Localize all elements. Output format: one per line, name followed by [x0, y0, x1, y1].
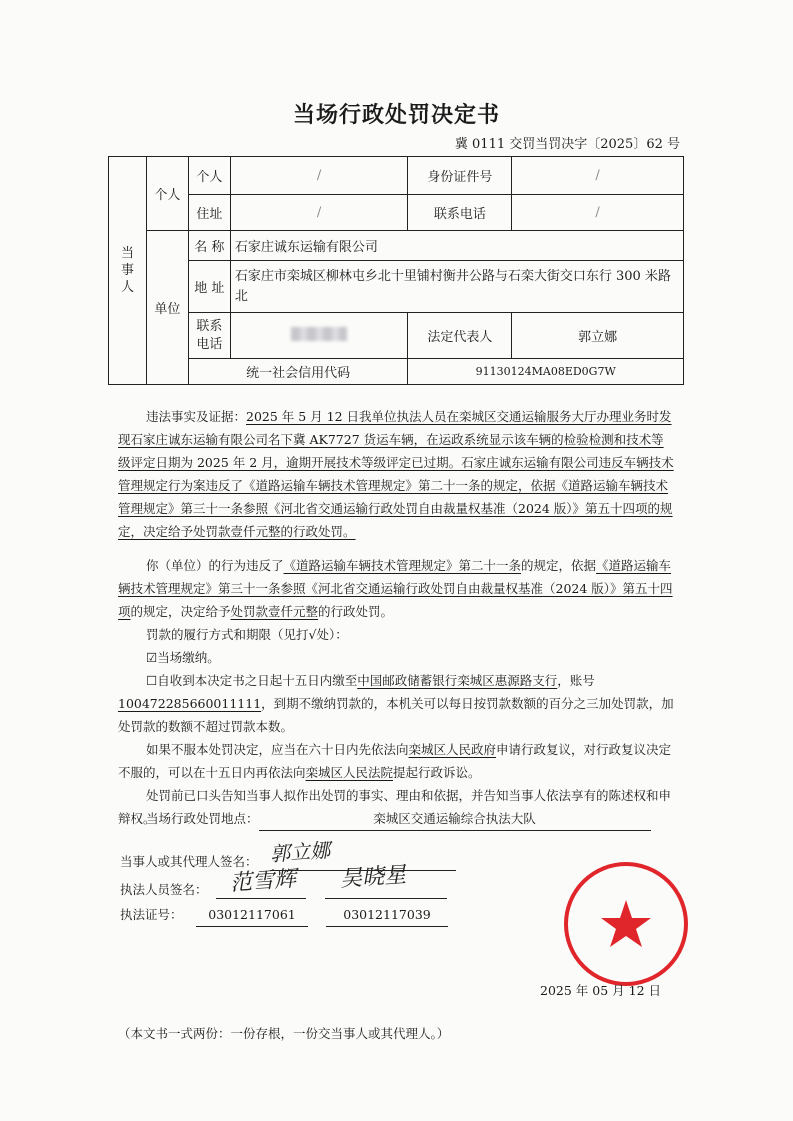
- unit-name-value: 石家庄诚东运输有限公司: [230, 231, 683, 261]
- officer1-signature-line: [216, 898, 306, 899]
- officer1-cert-number: 03012117061: [196, 903, 308, 927]
- payment-option-onsite: ☑当场缴纳。: [146, 650, 220, 665]
- bank-name: 中国邮政储蓄银行栾城区惠源路支行: [357, 673, 558, 688]
- individual-phone-value: /: [512, 195, 684, 231]
- unit-phone-label: 联系电话: [188, 313, 230, 359]
- document-number: 冀 0111 交罚当罚决字〔2025〕62 号: [454, 137, 680, 152]
- individual-name-value: /: [230, 157, 408, 195]
- review-authority: 栾城区人民政府: [408, 742, 497, 757]
- legal-rep-value: 郭立娜: [512, 313, 684, 359]
- individual-label: 个人: [146, 157, 188, 231]
- penalty-place: 当场行政处罚地点： 栾城区交通运输综合执法大队: [146, 807, 651, 831]
- legal-rep-label: 法定代表人: [408, 313, 512, 359]
- unit-label: 单位: [146, 231, 188, 385]
- footer-note: （本文书一式两份：一份存根，一份交当事人或其代理人。）: [118, 1026, 450, 1041]
- penalty-place-value: 栾城区交通运输综合执法大队: [259, 807, 651, 831]
- penalty-amount: 处罚款壹仟元整: [230, 604, 319, 619]
- appeal-paragraph: 如果不服本处罚决定，应当在六十日内先依法向栾城区人民政府申请行政复议，对行政复议决定不服的，可以在十五日内再依法向栾城区人民法院提起行政诉讼。: [118, 742, 672, 780]
- facts-text: 2025 年 5 月 12 日我单位执法人员在栾城区交通运输服务大厅办理业务时发现石家庄诚东运输有限公司名下冀 AK7727 货运车辆，在运政系统显示该车辆的检验检测和技术等级评定日期为 2025 年 2 月，逾期开展技术等级评定已过期。石家庄诚东运输有限公司违反车辆技术管理规定行为案违反了《道路运输车辆技术管理规定》第二十一条的规定，依据《道路运输车辆技术管理规定》第三十一条参照《河北省交通运输行政处罚自由裁量权基准（2024 版）》第五十四项的规定，决定给予处罚款壹仟元整的行政处罚。: [118, 409, 674, 539]
- party-signature: 郭立娜: [269, 837, 331, 867]
- redacted-phone: [291, 327, 347, 341]
- id-number-label: 身份证件号: [408, 157, 512, 195]
- individual-name-label: 个人: [188, 157, 230, 195]
- unit-address-label: 地 址: [188, 261, 230, 313]
- facts-paragraph: 违法事实及证据：2025 年 5 月 12 日我单位执法人员在栾城区交通运输服务大厅办理业务时发现石家庄诚东运输有限公司名下冀 AK7727 货运车辆，在运政系统显示该车辆的检验检测和技术等级评定日期为 2025 年 2 月，逾期开展技术等级评定已过期。石家庄诚东运输有限公司违反车辆技术管理规定行为案违反了《道路运输车辆技术管理规定》第二十一条的规定，依据《道路运输车辆技术管理规定》第三十一条参照《河北省交通运输行政处罚自由裁量权基准（2024 版）》第五十四项的规定，决定给予处罚款壹仟元整的行政处罚。: [118, 409, 674, 539]
- violated-regulation: 《道路运输车辆技术管理规定》第二十一条: [283, 558, 522, 573]
- court-name: 栾城区人民法院: [305, 765, 394, 780]
- document-date: 2025 年 05 月 12 日: [540, 983, 661, 998]
- party-signature-label: 当事人或其代理人签名：: [120, 854, 258, 869]
- official-seal: [562, 860, 690, 988]
- document-title: 当场行政处罚决定书: [292, 103, 500, 128]
- payment-option-bank: ☐自收到本决定书之日起十五日内缴至中国邮政储蓄银行栾城区惠源路支行，账号100472285660011111，到期不缴纳罚款的，本机关可以每日按罚款数额的百分之三加处罚款，加处罚款的数额不超过罚款本数。: [118, 673, 674, 734]
- seal-icon: [562, 860, 690, 988]
- decision-paragraph: 你（单位）的行为违反了《道路运输车辆技术管理规定》第二十一条的规定，依据《道路运输车辆技术管理规定》第三十一条参照《河北省交通运输行政处罚自由裁量权基准（2024 版）》第五十四项的规定，决定给予处罚款壹仟元整的行政处罚。: [118, 558, 673, 619]
- unit-address-value: 石家庄市栾城区柳林屯乡北十里铺村衡井公路与石栾大街交口东行 300 米路北: [230, 261, 683, 313]
- officer-signature-label: 执法人员签名：: [120, 882, 208, 897]
- cert-number-label: 执法证号：: [120, 907, 183, 922]
- individual-address-value: /: [230, 195, 408, 231]
- officer2-signature: 吴晓星: [339, 862, 407, 893]
- officer2-signature-line: [325, 898, 447, 899]
- officer2-cert-number: 03012117039: [326, 903, 448, 927]
- individual-address-label: 住址: [188, 195, 230, 231]
- unit-phone-value: [230, 313, 408, 359]
- officer1-signature: 范雪辉: [229, 866, 297, 897]
- legal-basis: 《道路运输车辆技术管理规定》第三十一条参照《河北省交通运输行政处罚自由裁量权基准（2024 版）》第五十四项: [118, 558, 673, 619]
- party-info-table: [108, 156, 684, 385]
- individual-phone-label: 联系电话: [408, 195, 512, 231]
- id-number-value: /: [512, 157, 684, 195]
- account-number: 100472285660011111: [118, 696, 262, 711]
- unit-name-label: 名 称: [188, 231, 230, 261]
- payment-label: 罚款的履行方式和期限（见打√处）：: [146, 627, 348, 642]
- credit-code-value: 91130124MA08ED0G7W: [408, 359, 684, 385]
- notice-paragraph: 处罚前已口头告知当事人拟作出处罚的事实、理由和依据，并告知当事人依法享有的陈述权和申辩权。: [118, 788, 672, 826]
- credit-code-label: 统一社会信用代码: [188, 359, 408, 385]
- party-label: 当事人: [109, 157, 147, 385]
